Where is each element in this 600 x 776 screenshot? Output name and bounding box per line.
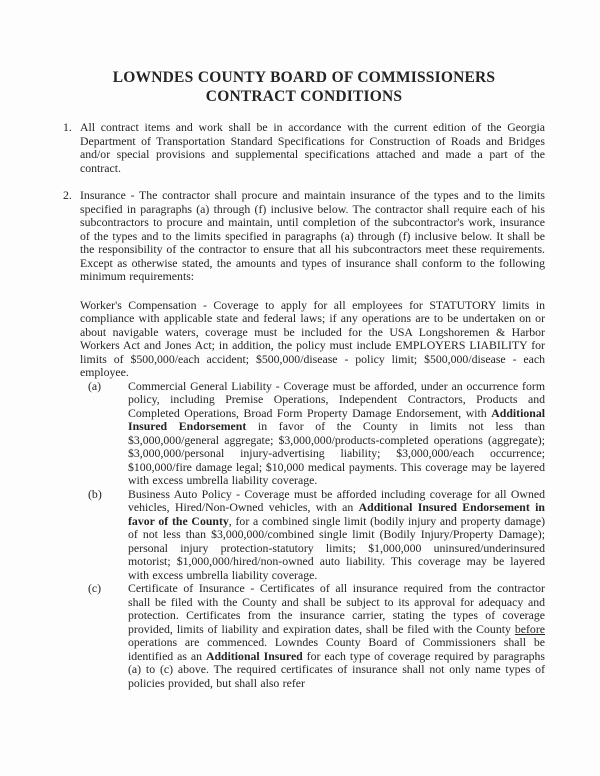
clause-c-marker: (c) [88, 581, 102, 595]
workers-compensation-paragraph: Worker's Compensation - Coverage to apply for all employees for STATUTORY limits in compliance with applicable state and federal laws; if any operations are to be undertaken on or about navigable waters, coverage must be included for the USA Longshoremen & Harbor Workers Act and Jones Act; in addition, the policy must include EMPLOYERS LIABILITY for limits of $500,000/each accident; $500,000/disease - policy limit; $500,000/disease - each employee. [80, 297, 545, 379]
contract-item-2 [63, 189, 545, 284]
item-2-marker: 2. [63, 188, 72, 202]
clause-c-text: Certificate of Insurance - Certificates of all insurance required from the contractor shall be filed with the County and shall be subject to its approval for adequacy and protection. Certificates from the insurance carrier, stating the types of coverage provided, limits of liability and expiration dates, shall be filed with the County before operations are commenced. Lowndes County Board of Commissioners shall be identified as an Additional Insured for each type of coverage required by paragraphs (a) to (c) above. The required certificates of insurance shall not only name types of policies provided, but shall also refer [128, 581, 546, 690]
document-title-line2: CONTRACT CONDITIONS [205, 88, 403, 105]
contract-item-1 [63, 121, 545, 175]
clause-a-marker: (a) [88, 378, 102, 393]
item-1-marker: 1. [63, 120, 72, 134]
document-title [63, 68, 545, 106]
clause-a [88, 380, 545, 488]
item-1-text: All contract items and work shall be in accordance with the current edition of the Georgia Department of Transportation Standard Specifications for Construction of Roads and Bridges and/or special provisions and supplemental specifications attached and made a part of the contract. [80, 120, 545, 175]
clause-b-text: Business Auto Policy - Coverage must be afforded including coverage for all Owned vehicles, Hired/Non-Owned vehicles, with an Additional Insured Endorsement in favor of the County, for a combined single limit (bodily injury and property damage) of not less than $3,000,000/combined single limit (Bodily Injury/Property Damage); personal injury protection-statutory limits; $1,000,000 uninsured/underinsured motorist; $1,000,000/hired/non-owned auto liability. This coverage may be layered with excess umbrella liability coverage. [128, 486, 545, 582]
clause-a-text: Commercial General Liability - Coverage must be afforded, under an occurrence form policy, including Premise Operations, Independent Contractors, Products and Completed Operations, Broad Form Property Damage Endorsement, with Additional Insured Endorsement in favor of the County in limits not less than $3,000,000/general aggregate; $3,000,000/products-completed operations (aggregate); $3,000,000/personal injury-advertising liability; $3,000,000/each occurrence; $100,000/fire damage legal; $10,000 medical payments. This coverage may be layered with excess umbrella liability coverage. [128, 378, 545, 487]
clause-c [88, 582, 545, 690]
clause-b [88, 488, 545, 583]
clause-b-marker: (b) [88, 486, 102, 501]
document-title-line1: LOWNDES COUNTY BOARD OF COMMISSIONERS [112, 69, 496, 86]
item-2-text: Insurance - The contractor shall procure and maintain insurance of the types and to the limits specified in paragraphs (a) through (f) inclusive below. The contractor shall require each of his subcontractors to procure and maintain, until completion of the subcontractor's work, insurance of the types and to the limits specified in paragraphs (a) through (f) inclusive below. It shall be the responsibility of the contractor to ensure that all his subcontractors meet these requirements. Except as otherwise stated, the amounts and types of insurance shall conform to the following minimum requirements: [80, 188, 545, 283]
